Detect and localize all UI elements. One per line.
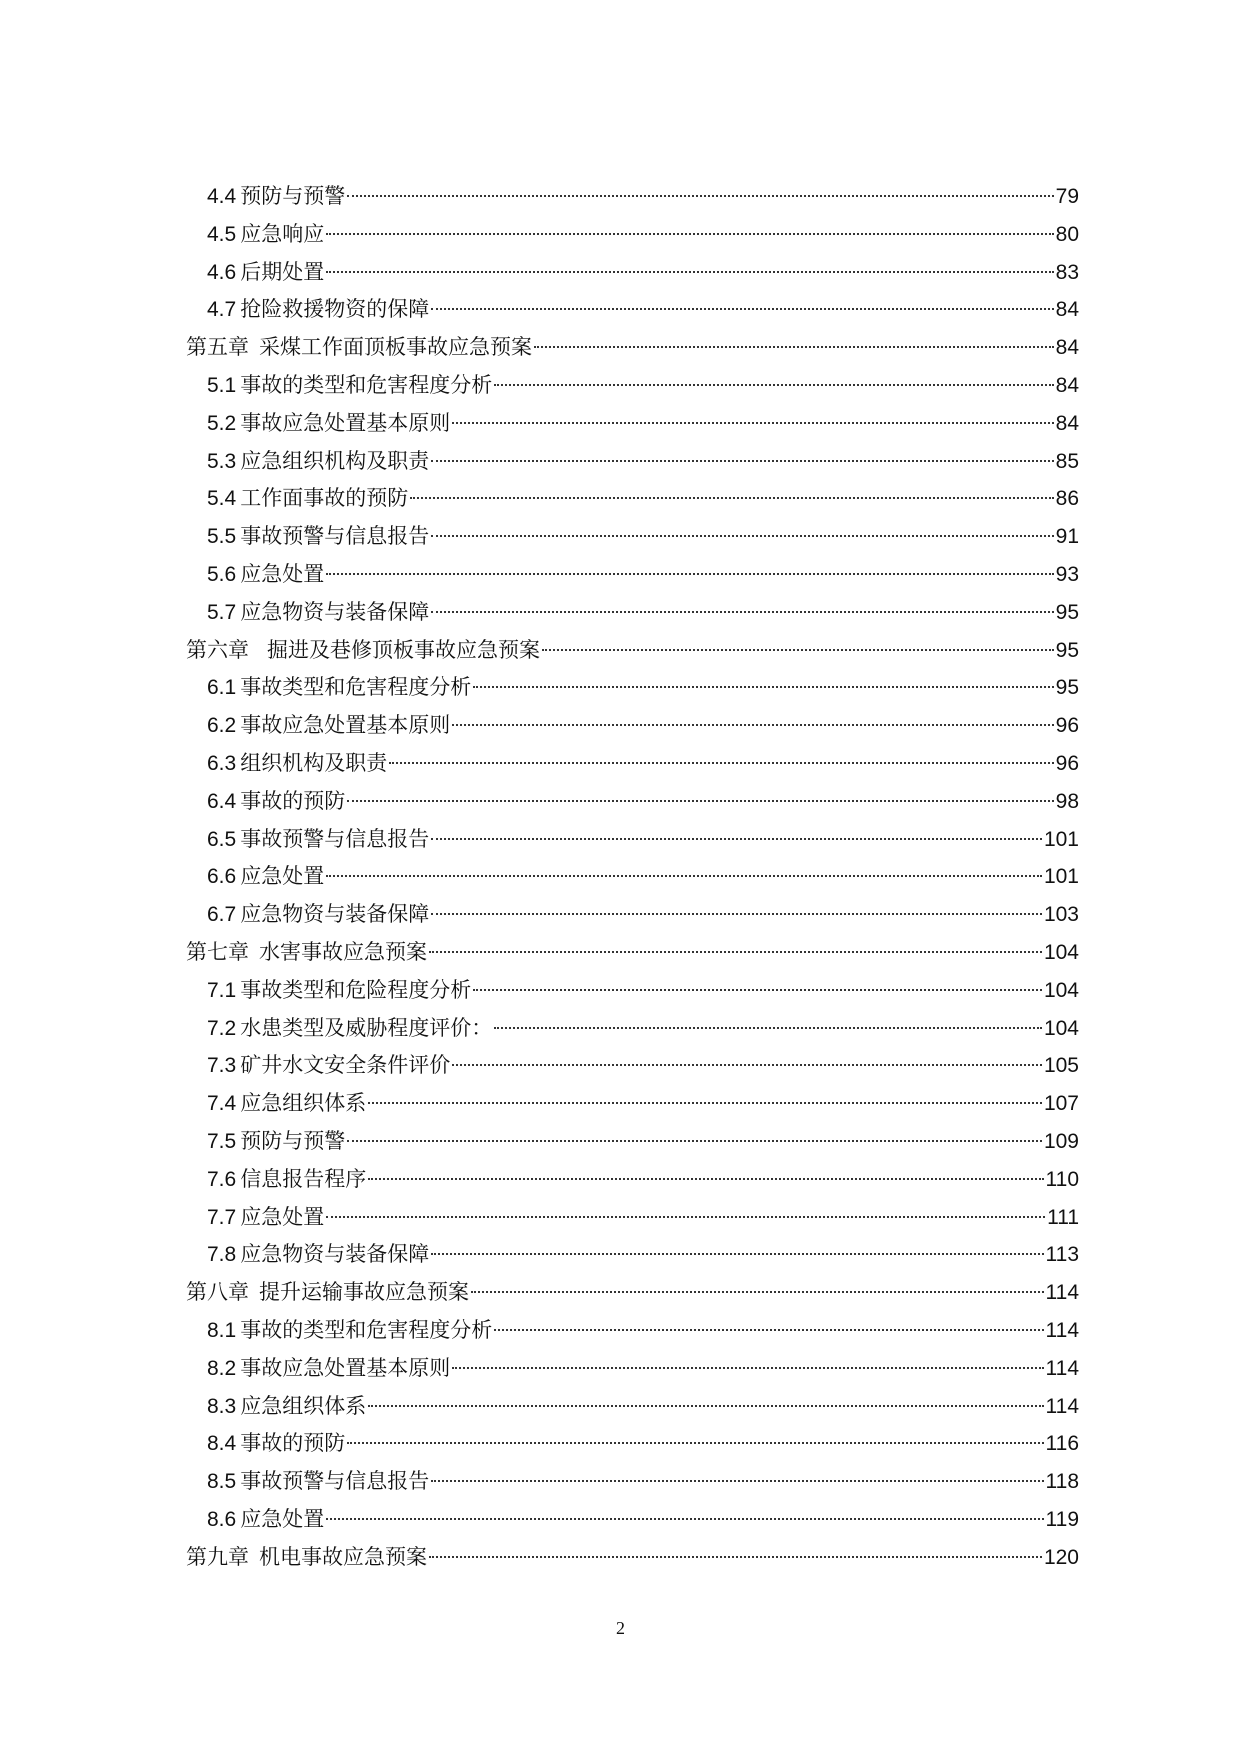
toc-entry-number: 7.4	[207, 1092, 237, 1116]
toc-section-entry[interactable]	[186, 480, 1079, 518]
toc-dot-leader	[452, 724, 1053, 726]
toc-entry-text: 应急处置	[240, 562, 325, 586]
toc-dot-leader	[452, 1064, 1042, 1066]
toc-entry-title	[207, 178, 345, 216]
toc-entry-text: 掘进及巷修顶板事故应急预案	[267, 638, 540, 662]
toc-entry-title	[207, 1010, 492, 1048]
toc-entry-title	[207, 858, 324, 896]
toc-dot-leader	[368, 1405, 1043, 1407]
toc-dot-leader	[494, 1329, 1043, 1331]
toc-page-number: 120	[1043, 1545, 1079, 1569]
toc-entry-title	[207, 783, 345, 821]
toc-entry-number: 7.1	[207, 978, 237, 1002]
toc-entry-text: 应急物资与装备保障	[240, 903, 430, 927]
toc-entry-number: 8.2	[207, 1356, 237, 1380]
toc-section-entry[interactable]	[186, 783, 1079, 821]
toc-entry-number: 5.4	[207, 487, 237, 511]
toc-section-entry[interactable]	[186, 669, 1079, 707]
toc-page-number: 86	[1055, 487, 1079, 511]
toc-entry-title	[186, 1539, 427, 1577]
toc-entry-number: 第五章	[186, 336, 249, 360]
toc-chapter-entry[interactable]	[186, 1539, 1079, 1577]
toc-entry-title	[207, 1501, 324, 1539]
toc-dot-leader	[431, 535, 1053, 537]
toc-page-number: 80	[1055, 222, 1079, 246]
toc-entry-text: 水患类型及威胁程度评价：	[240, 1016, 493, 1040]
toc-entry-text: 预防与预警	[240, 185, 346, 208]
toc-entry-number: 7.8	[207, 1243, 237, 1267]
toc-entry-title	[207, 443, 429, 481]
toc-entry-text: 工作面事故的预防	[240, 487, 409, 511]
toc-section-entry[interactable]	[186, 1236, 1079, 1274]
toc-entry-text: 事故的类型和危害程度分析	[240, 373, 493, 397]
toc-page-number: 119	[1045, 1507, 1079, 1531]
toc-dot-leader	[431, 913, 1042, 915]
toc-section-entry[interactable]	[186, 1463, 1079, 1501]
toc-entry-number: 6.4	[207, 789, 237, 813]
toc-entry-title	[207, 707, 450, 745]
toc-page-number: 111	[1047, 1205, 1079, 1229]
toc-section-entry[interactable]	[186, 291, 1079, 329]
toc-entry-number: 第六章	[186, 638, 249, 662]
toc-page-number: 85	[1055, 449, 1079, 473]
toc-entry-title	[207, 972, 471, 1010]
toc-entry-text: 事故应急处置基本原则	[240, 1356, 451, 1380]
toc-entry-number: 7.3	[207, 1054, 237, 1078]
toc-entry-title	[207, 1463, 429, 1501]
toc-entry-number: 4.6	[207, 260, 237, 284]
toc-entry-number: 7.6	[207, 1167, 237, 1191]
toc-page-number: 95	[1055, 676, 1079, 700]
toc-page-number: 118	[1045, 1470, 1079, 1494]
toc-page-number: 93	[1055, 562, 1079, 586]
toc-entry-number: 6.6	[207, 865, 237, 889]
toc-entry-text: 机电事故应急预案	[259, 1545, 427, 1569]
toc-entry-text: 事故类型和危险程度分析	[240, 978, 472, 1002]
toc-entry-text: 应急组织体系	[240, 1092, 367, 1116]
toc-page-number: 110	[1045, 1167, 1079, 1191]
toc-dot-leader	[494, 384, 1053, 386]
toc-page-number: 95	[1055, 638, 1079, 662]
toc-entry-title	[207, 1199, 324, 1237]
toc-entry-title	[207, 1312, 492, 1350]
toc-entry-number: 8.1	[207, 1318, 237, 1342]
table-of-contents	[186, 178, 1079, 1576]
toc-entry-text: 事故的类型和危害程度分析	[240, 1318, 493, 1342]
toc-page-number: 84	[1055, 411, 1079, 435]
toc-section-entry[interactable]	[186, 745, 1079, 783]
toc-entry-text: 应急组织机构及职责	[240, 449, 430, 473]
toc-entry-text: 信息报告程序	[240, 1167, 367, 1191]
toc-dot-leader	[431, 308, 1053, 310]
toc-section-entry[interactable]	[186, 821, 1079, 859]
toc-dot-leader	[452, 422, 1053, 424]
toc-chapter-entry[interactable]	[186, 632, 1079, 670]
toc-dot-leader	[347, 800, 1053, 802]
toc-entry-text: 事故应急处置基本原则	[240, 411, 451, 435]
page-number: 2	[616, 1618, 625, 1638]
toc-section-entry[interactable]	[186, 443, 1079, 481]
toc-dot-leader	[326, 573, 1053, 575]
toc-entry-number: 6.7	[207, 903, 237, 927]
toc-entry-number: 4.4	[207, 185, 237, 208]
toc-page-number: 84	[1055, 373, 1079, 397]
toc-entry-text: 事故预警与信息报告	[240, 525, 430, 549]
toc-section-entry[interactable]	[186, 594, 1079, 632]
toc-entry-number: 5.1	[207, 373, 237, 397]
toc-page-number: 116	[1045, 1432, 1079, 1456]
toc-entry-title	[207, 821, 429, 859]
toc-page-number: 114	[1045, 1356, 1079, 1380]
toc-section-entry[interactable]	[186, 1388, 1079, 1426]
toc-entry-text: 事故类型和危害程度分析	[240, 676, 472, 700]
toc-entry-title	[207, 480, 408, 518]
toc-entry-title	[207, 896, 429, 934]
toc-section-entry[interactable]	[186, 972, 1079, 1010]
toc-entry-number: 4.7	[207, 298, 237, 322]
toc-entry-title	[186, 329, 532, 367]
toc-dot-leader	[347, 1140, 1042, 1142]
toc-entry-title	[207, 1350, 450, 1388]
toc-entry-title	[207, 254, 324, 292]
toc-dot-leader	[326, 1518, 1043, 1520]
toc-entry-title	[207, 669, 471, 707]
toc-page-number: 109	[1043, 1129, 1079, 1153]
toc-entry-title	[207, 216, 324, 254]
toc-entry-title	[207, 518, 429, 556]
toc-section-entry[interactable]	[186, 1010, 1079, 1048]
toc-entry-title	[207, 367, 492, 405]
toc-dot-leader	[431, 460, 1053, 462]
toc-dot-leader	[368, 1102, 1042, 1104]
toc-entry-text: 预防与预警	[240, 1129, 346, 1153]
toc-entry-number: 4.5	[207, 222, 237, 246]
toc-entry-number: 8.3	[207, 1394, 237, 1418]
toc-entry-title	[186, 934, 427, 972]
toc-entry-number: 8.5	[207, 1470, 237, 1494]
toc-entry-title	[186, 632, 540, 670]
toc-entry-number: 5.5	[207, 525, 237, 549]
toc-entry-text: 事故的预防	[240, 1432, 346, 1456]
toc-dot-leader	[494, 1027, 1042, 1029]
toc-dot-leader	[471, 1291, 1044, 1293]
toc-section-entry[interactable]	[186, 405, 1079, 443]
toc-page-number: 114	[1045, 1281, 1079, 1305]
toc-section-entry[interactable]	[186, 216, 1079, 254]
toc-page-number: 96	[1055, 714, 1079, 738]
toc-page-number: 79	[1055, 185, 1079, 208]
toc-section-entry[interactable]	[186, 1085, 1079, 1123]
toc-section-entry[interactable]	[186, 254, 1079, 292]
toc-page-number: 113	[1045, 1243, 1079, 1267]
toc-entry-text: 事故预警与信息报告	[240, 1470, 430, 1494]
toc-page-number: 103	[1043, 903, 1079, 927]
toc-entry-text: 应急物资与装备保障	[240, 600, 430, 624]
toc-section-entry[interactable]	[186, 896, 1079, 934]
toc-entry-number: 5.7	[207, 600, 237, 624]
toc-dot-leader	[431, 611, 1053, 613]
toc-entry-number: 6.1	[207, 676, 237, 700]
toc-entry-title	[186, 1274, 469, 1312]
toc-dot-leader	[326, 875, 1042, 877]
toc-page-number: 98	[1055, 789, 1079, 813]
toc-dot-leader	[431, 1480, 1043, 1482]
toc-entry-number: 7.5	[207, 1129, 237, 1153]
toc-entry-title	[207, 1388, 366, 1426]
toc-chapter-entry[interactable]	[186, 934, 1079, 972]
toc-entry-text: 应急响应	[240, 222, 325, 246]
toc-dot-leader	[326, 1216, 1045, 1218]
toc-page-number: 105	[1043, 1054, 1079, 1078]
toc-section-entry[interactable]	[186, 858, 1079, 896]
toc-page-number: 104	[1043, 940, 1079, 964]
toc-page-number: 84	[1055, 298, 1079, 322]
toc-entry-number: 8.4	[207, 1432, 237, 1456]
toc-section-entry[interactable]	[186, 1501, 1079, 1539]
toc-dot-leader	[429, 1556, 1042, 1558]
toc-page-number: 84	[1055, 336, 1079, 360]
toc-page-number: 114	[1045, 1394, 1079, 1418]
toc-entry-number: 6.5	[207, 827, 237, 851]
toc-page-number: 96	[1055, 751, 1079, 775]
toc-entry-title	[207, 405, 450, 443]
toc-section-entry[interactable]	[186, 1350, 1079, 1388]
toc-entry-text: 应急组织体系	[240, 1394, 367, 1418]
toc-entry-text: 事故应急处置基本原则	[240, 714, 451, 738]
toc-dot-leader	[534, 346, 1054, 348]
toc-section-entry[interactable]	[186, 1312, 1079, 1350]
toc-page-number: 104	[1043, 1016, 1079, 1040]
toc-page-number: 107	[1043, 1092, 1079, 1116]
toc-entry-text: 应急处置	[240, 1205, 325, 1229]
toc-entry-number: 第八章	[186, 1281, 249, 1305]
toc-entry-number: 5.2	[207, 411, 237, 435]
toc-chapter-entry[interactable]	[186, 1274, 1079, 1312]
toc-entry-number: 7.7	[207, 1205, 237, 1229]
toc-dot-leader	[431, 1253, 1043, 1255]
toc-entry-text: 后期处置	[240, 260, 325, 284]
toc-entry-title	[207, 1161, 366, 1199]
toc-page-number: 91	[1055, 525, 1079, 549]
toc-entry-text: 应急处置	[240, 865, 325, 889]
toc-entry-title	[207, 1123, 345, 1161]
toc-section-entry[interactable]	[186, 178, 1079, 216]
toc-entry-text: 采煤工作面顶板事故应急预案	[259, 336, 532, 360]
toc-dot-leader	[347, 195, 1053, 197]
toc-section-entry[interactable]	[186, 518, 1079, 556]
toc-entry-number: 6.2	[207, 714, 237, 738]
toc-entry-number: 7.2	[207, 1016, 237, 1040]
toc-entry-title	[207, 556, 324, 594]
toc-entry-number: 5.3	[207, 449, 237, 473]
toc-entry-text: 应急物资与装备保障	[240, 1243, 430, 1267]
toc-entry-text: 事故预警与信息报告	[240, 827, 430, 851]
toc-entry-number: 第七章	[186, 940, 249, 964]
toc-page-number: 95	[1055, 600, 1079, 624]
toc-dot-leader	[389, 762, 1053, 764]
toc-section-entry[interactable]	[186, 367, 1079, 405]
toc-page-number: 101	[1043, 827, 1079, 851]
toc-entry-number: 6.3	[207, 751, 237, 775]
toc-entry-title	[207, 1425, 345, 1463]
toc-dot-leader	[368, 1178, 1043, 1180]
toc-page-number: 101	[1043, 865, 1079, 889]
toc-section-entry[interactable]	[186, 1199, 1079, 1237]
toc-section-entry[interactable]	[186, 1161, 1079, 1199]
toc-dot-leader	[431, 838, 1042, 840]
toc-entry-text: 抢险救援物资的保障	[240, 298, 430, 322]
toc-dot-leader	[326, 271, 1053, 273]
toc-entry-title	[207, 594, 429, 632]
toc-dot-leader	[347, 1442, 1043, 1444]
toc-dot-leader	[542, 649, 1054, 651]
toc-entry-number: 第九章	[186, 1545, 249, 1569]
toc-entry-title	[207, 1085, 366, 1123]
toc-section-entry[interactable]	[186, 556, 1079, 594]
toc-chapter-entry[interactable]	[186, 329, 1079, 367]
toc-page-number: 114	[1045, 1318, 1079, 1342]
toc-entry-number: 8.6	[207, 1507, 237, 1531]
toc-entry-title	[207, 1236, 429, 1274]
toc-entry-title	[207, 745, 387, 783]
toc-entry-text: 组织机构及职责	[240, 751, 388, 775]
toc-section-entry[interactable]	[186, 1425, 1079, 1463]
toc-page-number: 104	[1043, 978, 1079, 1002]
toc-entry-title	[207, 291, 429, 329]
toc-entry-text: 水害事故应急预案	[259, 940, 427, 964]
toc-page-number: 83	[1055, 260, 1079, 284]
toc-dot-leader	[410, 497, 1053, 499]
toc-entry-text: 应急处置	[240, 1507, 325, 1531]
toc-section-entry[interactable]	[186, 1047, 1079, 1085]
toc-dot-leader	[326, 233, 1053, 235]
toc-dot-leader	[473, 989, 1042, 991]
toc-entry-text: 矿井水文安全条件评价	[240, 1054, 451, 1078]
toc-dot-leader	[429, 951, 1042, 953]
toc-entry-number: 5.6	[207, 562, 237, 586]
toc-entry-text: 事故的预防	[240, 789, 346, 813]
toc-entry-title	[207, 1047, 450, 1085]
toc-dot-leader	[452, 1367, 1043, 1369]
toc-entry-text: 提升运输事故应急预案	[259, 1281, 469, 1305]
toc-section-entry[interactable]	[186, 707, 1079, 745]
toc-dot-leader	[473, 686, 1053, 688]
toc-section-entry[interactable]	[186, 1123, 1079, 1161]
